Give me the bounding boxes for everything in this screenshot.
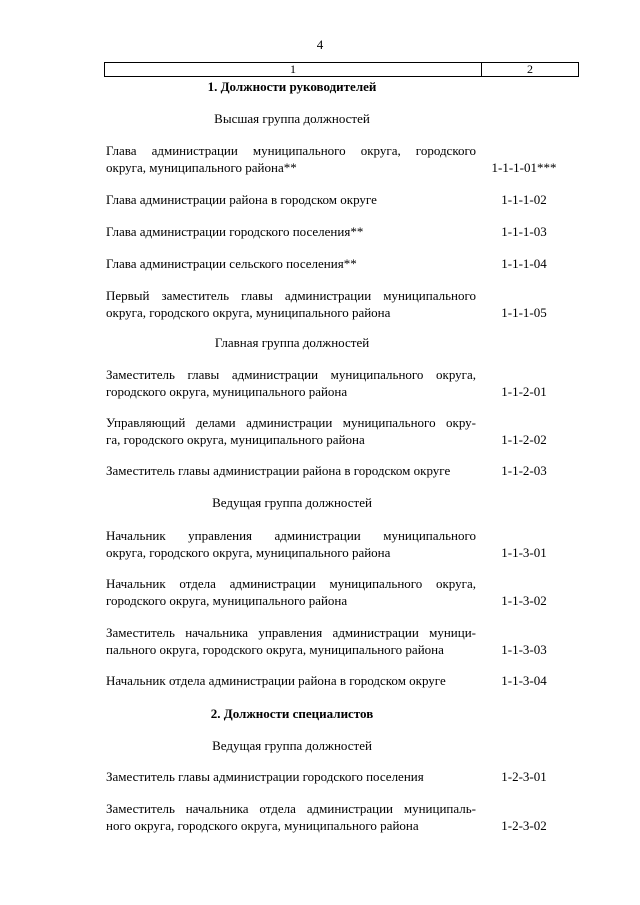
table-row bbox=[106, 624, 574, 658]
position-code: 1-1-1-01*** bbox=[491, 160, 557, 175]
table-row bbox=[106, 575, 574, 609]
table-header bbox=[104, 62, 579, 77]
table-row bbox=[106, 142, 574, 176]
position-title: Глава администрации муниципального округа, городского округа, муниципального района** bbox=[106, 143, 476, 175]
table-row bbox=[106, 672, 574, 689]
position-title: Глава администрации сельского поселения** bbox=[106, 256, 357, 271]
position-code: 1-2-3-02 bbox=[501, 818, 547, 833]
position-code: 1-2-3-01 bbox=[501, 769, 547, 784]
position-title: Начальник отдела администрации района в городском округе bbox=[106, 673, 446, 688]
table-row bbox=[106, 768, 574, 785]
table-row bbox=[106, 366, 574, 400]
table-row bbox=[106, 287, 574, 321]
position-code: 1-1-1-02 bbox=[501, 192, 547, 207]
section-title: 1. Должности руководителей bbox=[207, 79, 377, 94]
position-title: Заместитель главы администрации муниципального округа, городского округа, муниципального района bbox=[106, 367, 476, 399]
table-row bbox=[106, 414, 574, 448]
position-code: 1-1-1-04 bbox=[501, 256, 547, 271]
position-title: Глава администрации района в городском округе bbox=[106, 192, 377, 207]
position-code: 1-1-2-03 bbox=[501, 463, 547, 478]
group-title: Ведущая группа должностей bbox=[212, 738, 372, 753]
position-title: Заместитель главы администрации городского поселения bbox=[106, 769, 424, 784]
position-code: 1-1-2-01 bbox=[501, 384, 547, 399]
table-row bbox=[106, 527, 574, 561]
table-row bbox=[106, 223, 574, 240]
position-code: 1-1-3-03 bbox=[501, 642, 547, 657]
section-title: 2. Должности специалистов bbox=[210, 706, 374, 721]
position-code: 1-1-1-03 bbox=[501, 224, 547, 239]
page-number: 4 bbox=[316, 37, 324, 52]
position-title: Управляющий делами администрации муниципального окру- га, городского округа, муниципального района bbox=[106, 415, 476, 447]
position-title: Глава администрации городского поселения** bbox=[106, 224, 364, 239]
position-title: Заместитель начальника управления администрации муници- пального округа, городского округа, муниципального района bbox=[106, 625, 476, 657]
position-title: Заместитель главы администрации района в городском округе bbox=[106, 463, 451, 478]
position-code: 1-1-3-02 bbox=[501, 593, 547, 608]
position-code: 1-1-3-04 bbox=[501, 673, 547, 688]
position-code: 1-1-3-01 bbox=[501, 545, 547, 560]
table-header-col-1: 1 bbox=[105, 63, 482, 76]
group-title: Главная группа должностей bbox=[214, 335, 370, 350]
position-title: Первый заместитель главы администрации муниципального округа, городского округа, муниципального района bbox=[106, 288, 476, 320]
position-code: 1-1-2-02 bbox=[501, 432, 547, 447]
table-row bbox=[106, 800, 574, 834]
table-row bbox=[106, 255, 574, 272]
position-title: Начальник отдела администрации муниципального округа, городского округа, муниципального района bbox=[106, 576, 476, 608]
table-row bbox=[106, 462, 574, 479]
position-title: Заместитель начальника отдела администрации муниципаль- ного округа, городского округа, муниципального района bbox=[106, 801, 476, 833]
group-title: Ведущая группа должностей bbox=[212, 495, 372, 510]
table-row bbox=[106, 191, 574, 208]
group-title: Высшая группа должностей bbox=[214, 111, 370, 126]
table-header-col-2: 2 bbox=[527, 62, 533, 76]
position-code: 1-1-1-05 bbox=[501, 305, 547, 320]
position-title: Начальник управления администрации муниципального округа, городского округа, муниципального района bbox=[106, 528, 476, 560]
